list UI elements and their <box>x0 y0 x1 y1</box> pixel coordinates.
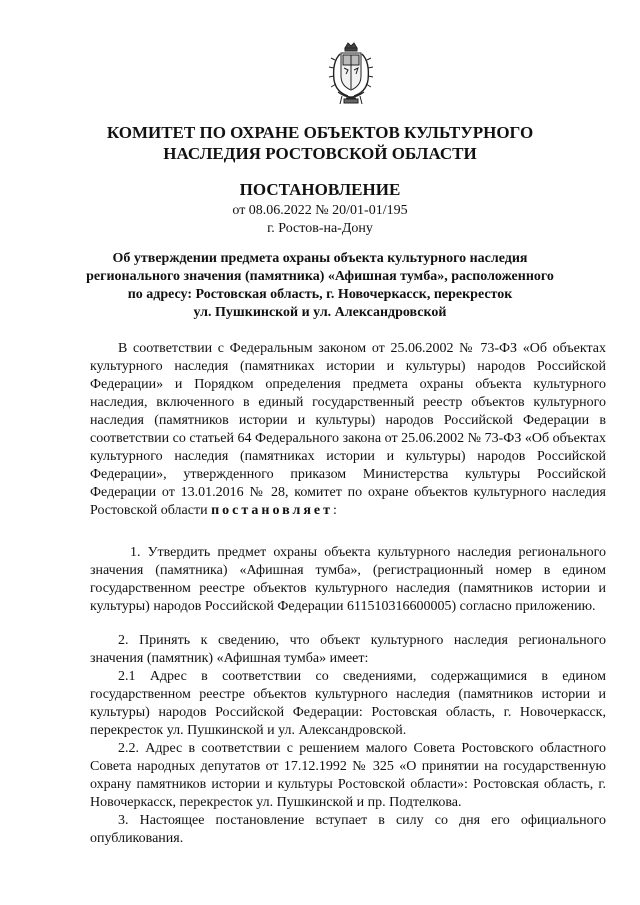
document-subject <box>0 250 640 322</box>
coat-of-arms-icon <box>326 40 376 108</box>
item-1-paragraph <box>90 544 606 616</box>
subject-line: регионального значения (памятника) «Афишная тумба», расположенного <box>86 269 554 284</box>
org-line-2: НАСЛЕДИЯ РОСТОВСКОЙ ОБЛАСТИ <box>163 144 477 163</box>
item-2-paragraph <box>90 632 606 848</box>
item-3: 3. Настоящее постановление вступает в силу со дня его официального опубликования. <box>90 813 606 846</box>
item-1: 1. Утвердить предмет охраны объекта культурного наследия регионального значения (памятника) «Афишная тумба», (регистрационный номер в едином государственном реестре объектов культурного наследия (памятников истории и культуры) народов Российской Федерации 611510316600005) согласно приложению. <box>90 545 606 614</box>
preamble-paragraph <box>90 340 606 520</box>
resolves-word: постановляет <box>211 503 334 518</box>
preamble-text: В соответствии с Федеральным законом от 25.06.2002 № 73-ФЗ «Об объектах культурного наследия (памятниках истории и культуры) народов Российской Федерации» и Порядком определения предмета охраны объекта культурного наследия, включенного в единый государственный реестр объектов культурного наследия (памятников истории и культуры) народов Российской Федерации в соответствии со статьей 64 Федерального закона от 25.06.2002 № 73-ФЗ «Об объектах культурного наследия (памятниках истории и культуры) народов Российской Федерации», утвержденного приказом Министерства культуры Российской Федерации от 13.01.2016 № 28, комитет по охране объектов культурного наследия Ростовской области <box>90 341 606 518</box>
org-line-1: КОМИТЕТ ПО ОХРАНЕ ОБЪЕКТОВ КУЛЬТУРНОГО <box>106 123 534 142</box>
document-type: ПОСТАНОВЛЕНИЕ <box>239 180 401 199</box>
city: г. Ростов-на-Дону <box>267 221 373 236</box>
item-2: 2. Принять к сведению, что объект культурного наследия регионального значения (памятник) «Афишная тумба» имеет: <box>90 633 606 666</box>
subject-line: Об утверждении предмета охраны объекта культурного наследия <box>112 251 528 266</box>
colon: : <box>333 503 337 518</box>
subject-line: по адресу: Ростовская область, г. Новочеркасск, перекресток <box>127 287 513 302</box>
subject-line: ул. Пушкинской и ул. Александровской <box>193 305 447 320</box>
item-2-1: 2.1 Адрес в соответствии со сведениями, содержащимися в едином государственном реестре объектов культурного наследия (памятников истории и культуры) народов Российской Федерации: Ростовская область, г. Новочеркасск, перекресток ул. Пушкинской и ул. Александровской. <box>90 669 606 738</box>
item-2-2: 2.2. Адрес в соответствии с решением малого Совета Ростовского областного Совета народных депутатов от 17.12.1992 № 325 «О принятии на государственную охрану памятников истории и культуры Ростовской области»: Ростовская область, г. Новочеркасск, перекресток ул. Пушкинской и пр. Подтелкова. <box>90 741 606 810</box>
date-and-number: от 08.06.2022 № 20/01-01/195 <box>232 203 408 218</box>
organization-name <box>0 122 640 164</box>
